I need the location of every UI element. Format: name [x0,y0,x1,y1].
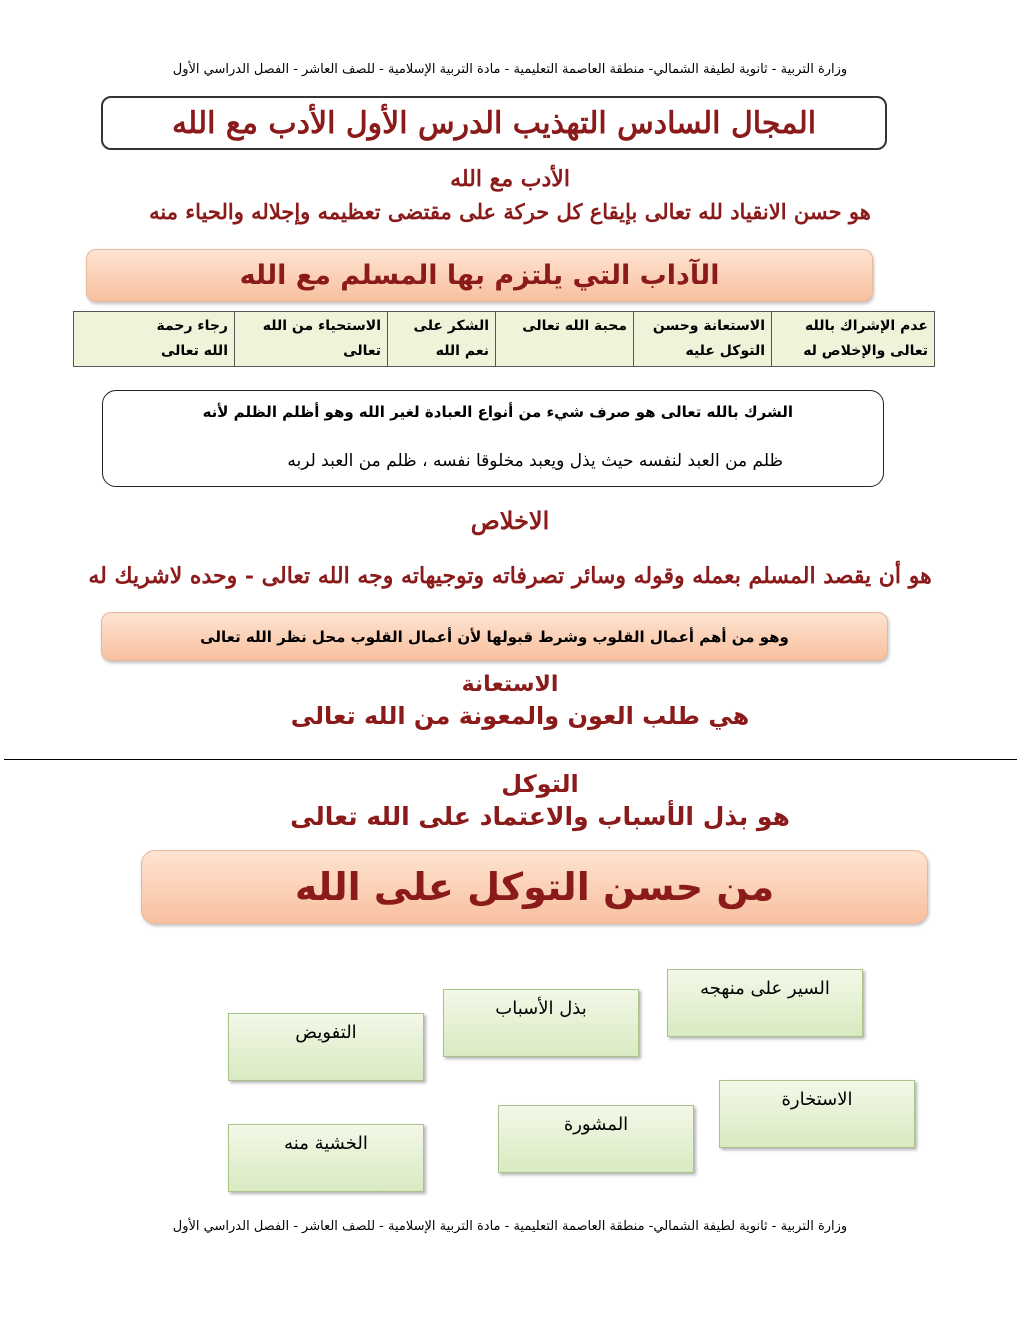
shirk-box [102,390,884,487]
istiana-heading: الاستعانة [461,672,559,697]
tawakkul-box-tafwid: التفويض [228,1013,424,1081]
tawakkul-box-mashura: المشورة [498,1105,694,1173]
tawakkul-box-asbab: بذل الأسباب [443,989,639,1057]
tawakkul-definition: هو بذل الأسباب والاعتماد على الله تعالى [290,802,790,831]
page-header: وزارة التربية - ثانوية لطيفة الشمالي- منطقة العاصمة التعليمية - مادة التربية الإسلامية - للصف العاشر - الفصل الدراسي الأول [172,62,848,77]
table-cell: رجاء رحمة الله تعالى [74,312,235,367]
table-cell: عدم الإشراك بالله تعالى والإخلاص له [772,312,935,367]
ikhlas-definition: هو أن يقصد المسلم بعمله وقوله وسائر تصرفاته وتوجيهاته وجه الله تعالى - وحده لاشريك له [88,563,932,589]
adab-banner [86,249,873,302]
shirk-reason: ظلم من العبد لنفسه حيث يذل ويعبد مخلوقا نفسه ، ظلم من العبد لربه [287,451,783,471]
tawakkul-box-manhaj: السير على منهجه [667,969,863,1037]
adab-heading: الأدب مع الله [450,166,570,192]
tawakkul-heading: التوكل [501,770,579,798]
ikhlas-heading: الاخلاص [470,506,550,535]
ikhlas-note: وهو من أهم أعمال القلوب وشرط قبولها لأن أعمال القلوب محل نظر الله تعالى [200,627,789,646]
table-cell: الشكر على نعم الله [388,312,496,367]
shirk-definition: الشرك بالله تعالى هو صرف شيء من أنواع العبادة لغير الله وهو أظلم الظلم لأنه [202,403,793,421]
page-footer: وزارة التربية - ثانوية لطيفة الشمالي- منطقة العاصمة التعليمية - مادة التربية الإسلامية - للصف العاشر - الفصل الدراسي الأول [172,1219,848,1234]
tawakkul-box-istikhara: الاستخارة [719,1080,915,1148]
table-cell: الاستعانة وحسن التوكل عليه [634,312,772,367]
ikhlas-note-box [101,612,888,661]
section-divider [4,759,1017,760]
tawakkul-banner [141,850,928,924]
adab-table [73,311,935,367]
lesson-title: المجال السادس التهذيب الدرس الأول الأدب مع الله [171,105,817,141]
table-row [74,312,935,367]
tawakkul-banner-text: من حسن التوكل على الله [294,865,775,909]
adab-banner-text: الآداب التي يلتزم بها المسلم مع الله [239,260,720,291]
lesson-title-box [101,96,887,150]
tawakkul-box-khashya: الخشية منه [228,1124,424,1192]
table-cell: محبة الله تعالى [496,312,634,367]
istiana-definition: هي طلب العون والمعونة من الله تعالى [290,702,750,730]
table-cell: الاستحياء من الله تعالى [235,312,388,367]
adab-definition: هو حسن الانقياد لله تعالى بإيقاع كل حركة على مقتضى تعظيمه وإجلاله والحياء منه [149,199,871,224]
